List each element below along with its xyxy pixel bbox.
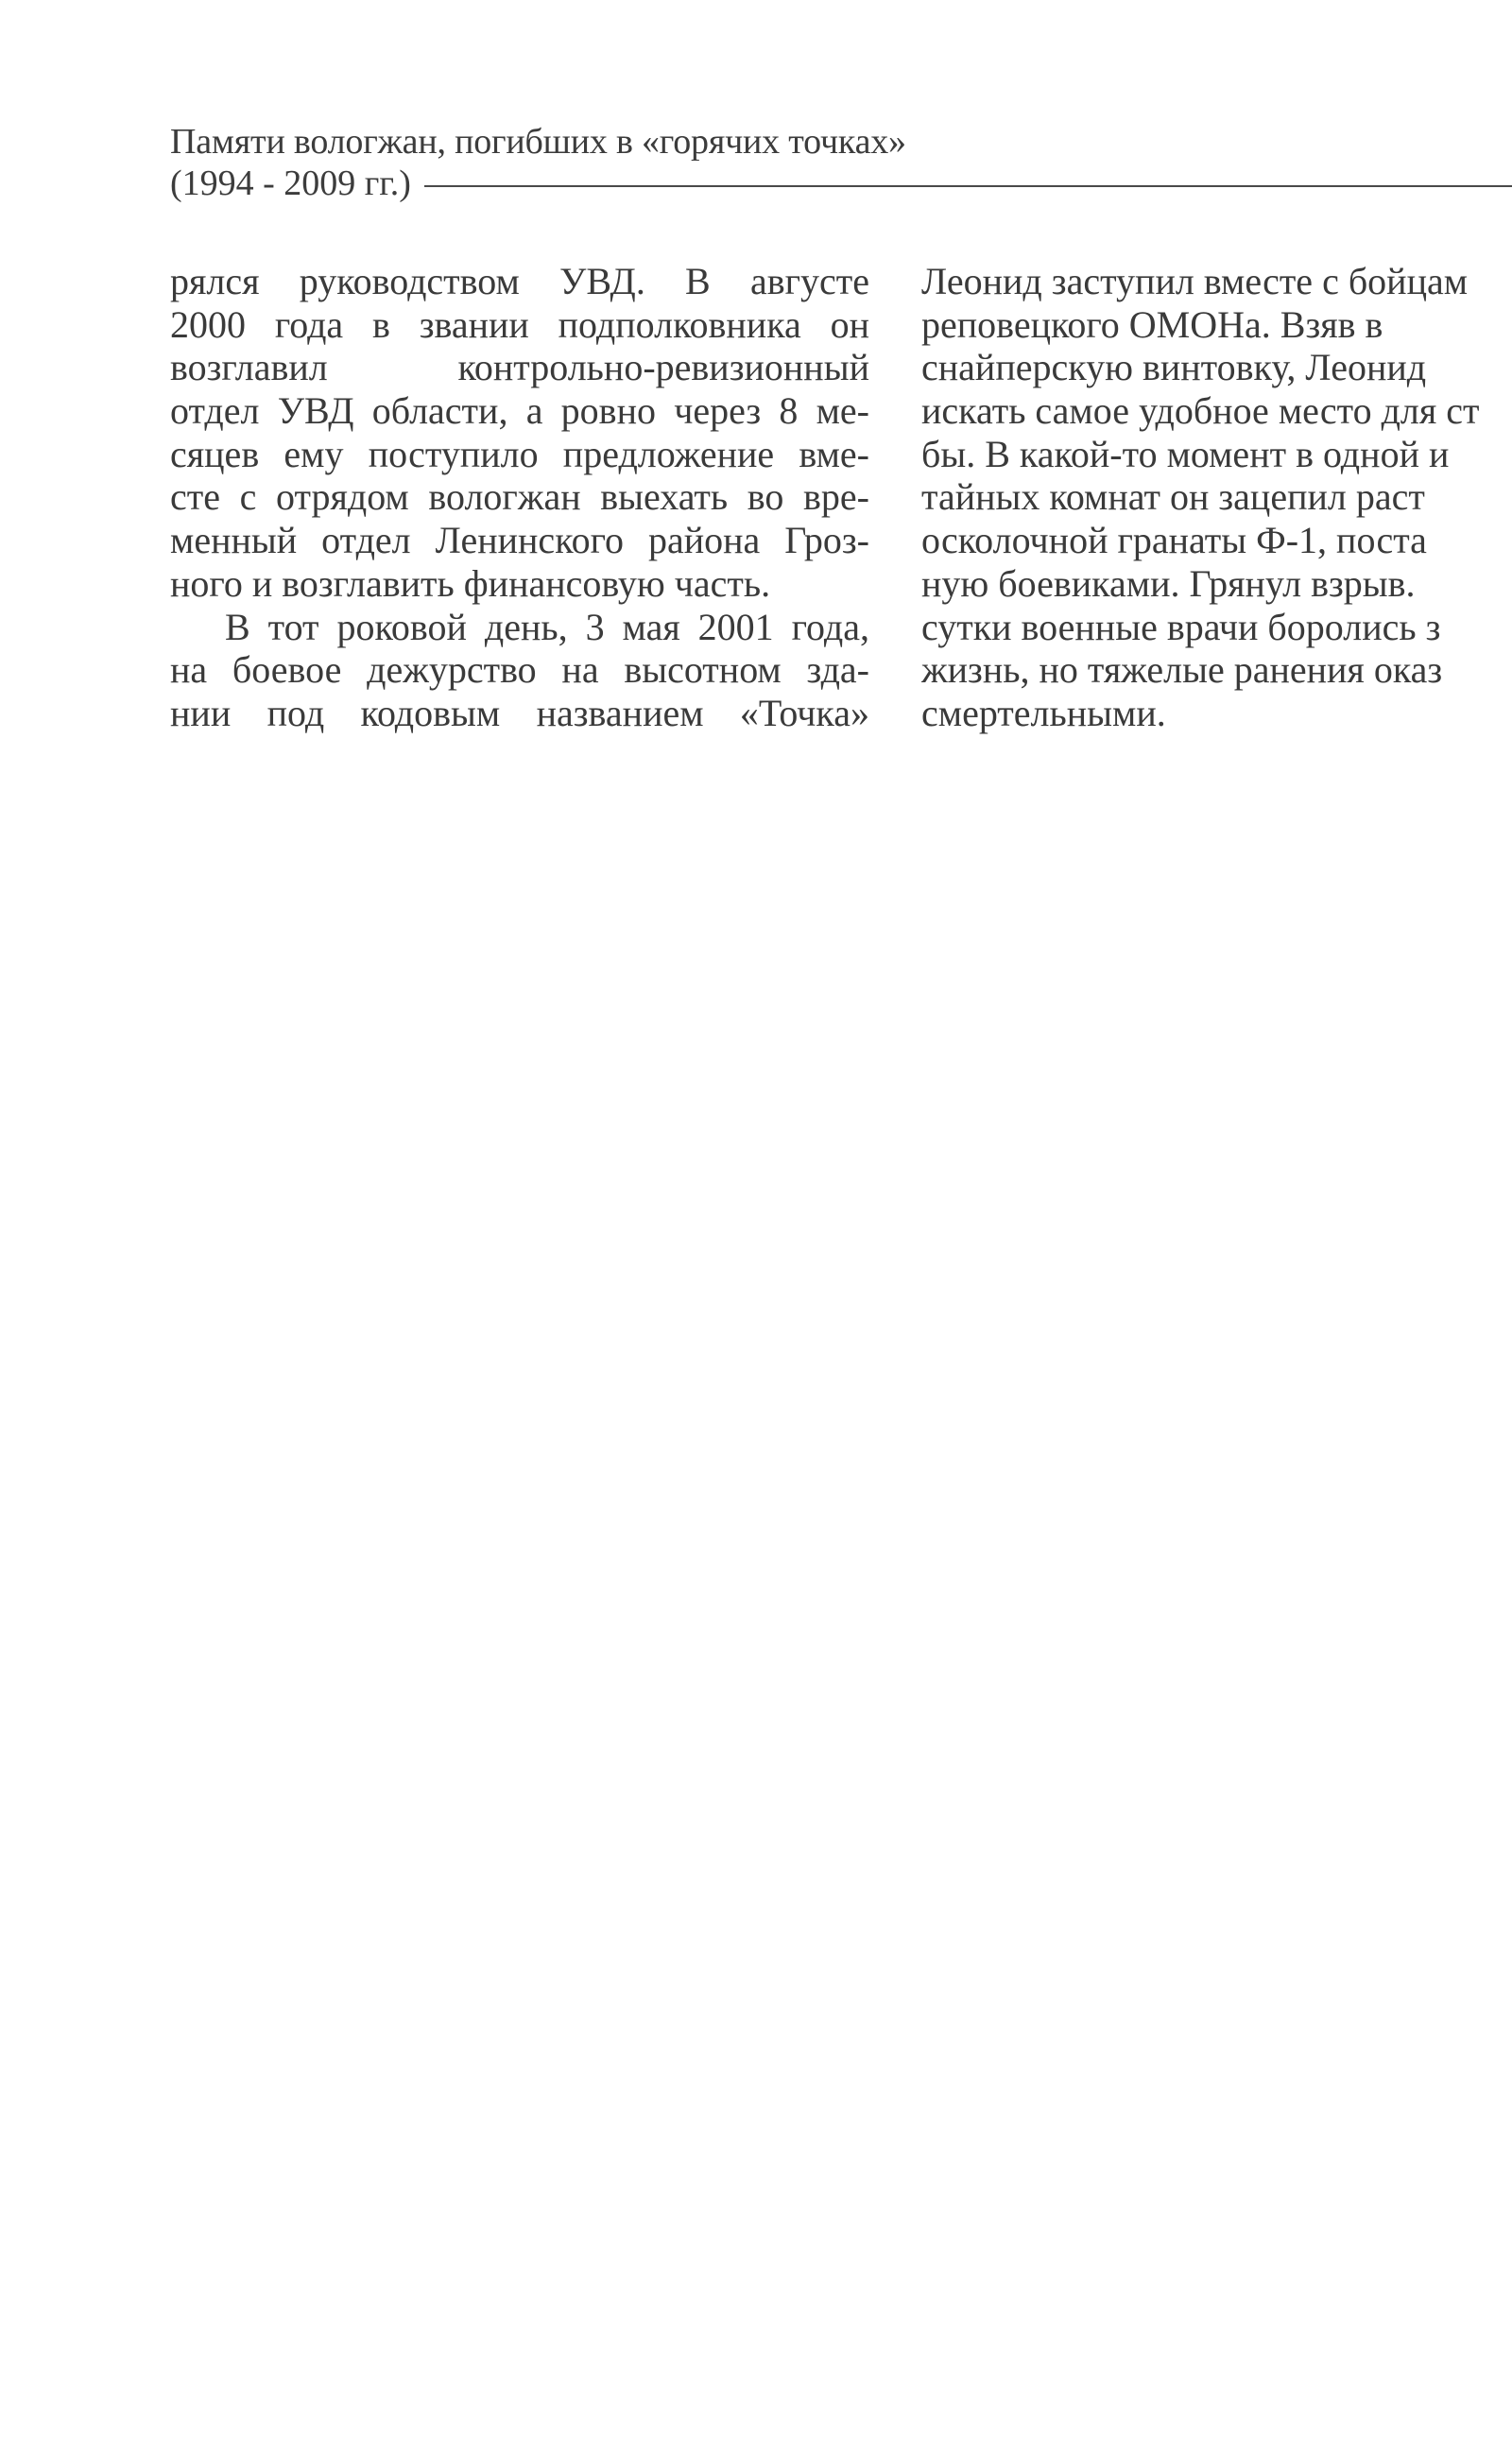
text-line: жизнь, но тяжелые ранения оказ <box>921 648 1443 692</box>
text-line: возглавил контрольно-ревизионный <box>170 346 869 389</box>
left-column <box>170 260 869 735</box>
text-line: отдел УВД области, а ровно через 8 ме- <box>170 389 869 433</box>
text-line: тайных комнат он зацепил раст <box>921 475 1425 519</box>
text-line: В тот роковой день, 3 мая 2001 года, <box>225 605 869 648</box>
text-line: сте с отрядом вологжан выехать во вре- <box>170 475 869 519</box>
right-column <box>921 260 1512 735</box>
header-years-row <box>170 163 1512 204</box>
text-line: ного и возглавить финансовую часть. <box>170 561 771 605</box>
text-line: ную боевиками. Грянул взрыв. <box>921 561 1416 605</box>
text-line: смертельными. <box>921 691 1166 734</box>
text-line: сутки военные врачи боролись з <box>921 605 1441 648</box>
text-line: снайперскую винтовку, Леонид <box>921 346 1427 389</box>
header-years: (1994 - 2009 гг.) <box>170 163 411 203</box>
text-line: менный отдел Ленинского района Гроз- <box>170 519 869 562</box>
text-line: осколочной гранаты Ф-1, поста <box>921 519 1427 562</box>
text-line: искать самое удобное место для ст <box>921 389 1480 433</box>
text-line: Леонид заступил вместе с бойцам <box>921 260 1469 302</box>
text-line: на боевое дежурство на высотном зда- <box>170 648 869 692</box>
text-line: рялся руководством УВД. В августе <box>170 260 869 302</box>
header-rule <box>424 185 1512 187</box>
header-title: Памяти вологжан, погибших в «горячих точках» <box>170 122 906 162</box>
text-line: бы. В какой-то момент в одной и <box>921 432 1450 475</box>
running-header <box>170 121 1512 204</box>
text-line: 2000 года в звании подполковника он <box>170 302 869 346</box>
text-line: реповецкого ОМОНа. Взяв в <box>921 302 1383 346</box>
text-line: сяцев ему поступило предложение вме- <box>170 432 869 475</box>
text-line: нии под кодовым названием «Точка» <box>170 691 869 734</box>
